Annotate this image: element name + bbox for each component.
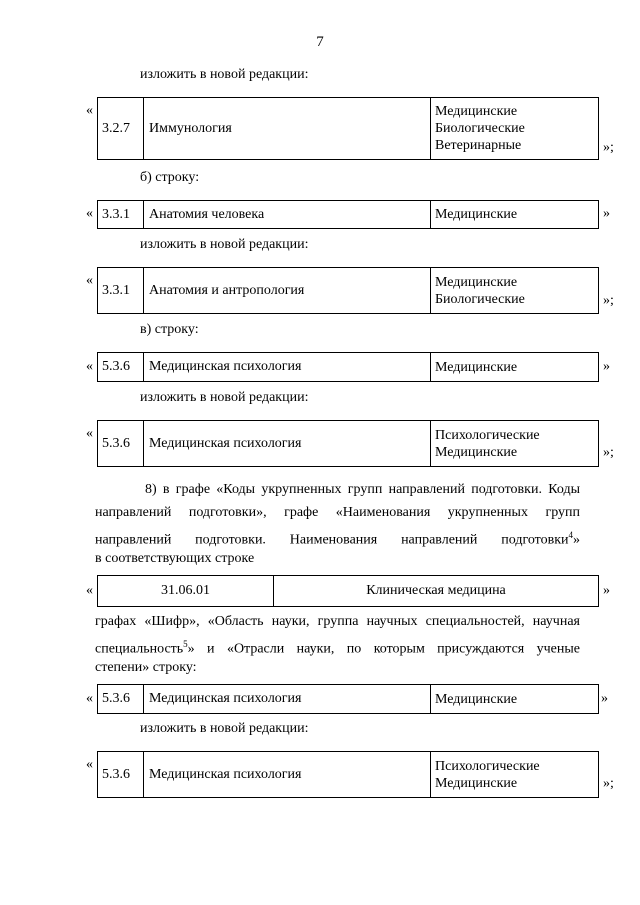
field: Медицинские <box>435 775 518 791</box>
paragraph-line: графах «Шифр», «Область науки, группа научных специальностей, научная <box>95 614 580 629</box>
paragraph-text: » и «Отрасли науки, по которым присуждаются ученые <box>187 641 580 657</box>
table-row-3-3-1-new <box>97 267 599 314</box>
field: Медицинские <box>435 444 518 460</box>
field: Биологические <box>435 121 525 136</box>
field: Психологические <box>435 758 540 774</box>
field: Психологические <box>435 427 540 443</box>
table-code: 5.3.6 <box>98 752 144 797</box>
field: Ветеринарные <box>435 138 522 153</box>
field: Биологические <box>435 291 525 307</box>
close-quote: »; <box>603 140 614 155</box>
table-row-5-3-6-new <box>97 751 599 798</box>
table-name: Анатомия и антропология <box>144 268 431 313</box>
table-name: Медицинская психология <box>144 752 431 797</box>
page-number: 7 <box>316 34 324 50</box>
paragraph-line-composite <box>95 524 580 547</box>
paragraph-text: направлений подготовки. Наименования направлений подготовки <box>95 532 569 548</box>
table-fields <box>431 421 598 466</box>
table-fields <box>431 685 598 713</box>
close-quote: »; <box>603 445 614 460</box>
table-name: Медицинская психология <box>144 353 431 381</box>
open-quote: « <box>86 426 93 441</box>
field: Медицинские <box>435 274 518 290</box>
instruction-new-edition: изложить в новой редакции: <box>140 67 309 82</box>
close-quote: »; <box>603 776 614 791</box>
paragraph-line: степени» строку: <box>95 660 197 675</box>
open-quote: « <box>86 103 93 118</box>
table-name: Медицинская психология <box>144 421 431 466</box>
field: Медицинские <box>435 691 518 707</box>
open-quote: « <box>86 359 93 374</box>
table-code: 5.3.6 <box>98 421 144 466</box>
table-code: 31.06.01 <box>98 576 274 606</box>
open-quote: « <box>86 206 93 221</box>
instruction-row-v: в) строку: <box>140 322 199 337</box>
paragraph-line: 8) в графе «Коды укрупненных групп направлений подготовки. Коды <box>145 482 580 497</box>
paragraph-text: специальность <box>95 641 184 657</box>
instruction-row-b: б) строку: <box>140 170 200 185</box>
open-quote: « <box>86 273 93 288</box>
table-fields <box>431 752 598 797</box>
table-name: Анатомия человека <box>144 201 431 228</box>
open-quote: « <box>86 757 93 772</box>
instruction-new-edition: изложить в новой редакции: <box>140 390 309 405</box>
close-quote: » <box>603 359 610 374</box>
table-row-31-06-01 <box>97 575 599 607</box>
paragraph-line-composite <box>95 633 580 656</box>
footnote-ref: 5 <box>183 639 188 649</box>
instruction-new-edition: изложить в новой редакции: <box>140 721 309 736</box>
table-row-3-2-7 <box>97 97 599 160</box>
table-code: 3.3.1 <box>98 268 144 313</box>
paragraph-8 <box>95 478 580 570</box>
table-name: Медицинская психология <box>144 685 431 713</box>
paragraph-text: » <box>573 532 580 548</box>
field: Медицинские <box>435 207 518 222</box>
close-quote: » <box>603 206 610 221</box>
paragraph-line: направлений подготовки», графе «Наименования укрупненных групп <box>95 505 580 520</box>
paragraph-line: в соответствующих строке <box>95 551 255 566</box>
table-row-3-3-1-old <box>97 200 599 229</box>
table-code: 5.3.6 <box>98 353 144 381</box>
table-code: 3.2.7 <box>98 98 144 159</box>
field: Медицинские <box>435 104 518 119</box>
close-quote: » <box>603 583 610 598</box>
table-fields <box>431 201 598 228</box>
table-name: Иммунология <box>144 98 431 159</box>
table-fields <box>431 353 598 381</box>
footnote-ref: 4 <box>568 530 573 540</box>
open-quote: « <box>86 691 93 706</box>
table-name: Клиническая медицина <box>366 583 506 598</box>
table-row-5-3-6-new <box>97 420 599 467</box>
instruction-new-edition: изложить в новой редакции: <box>140 237 309 252</box>
table-row-5-3-6-old <box>97 352 599 382</box>
field: Медицинские <box>435 359 518 375</box>
table-fields <box>431 268 598 313</box>
table-row-5-3-6-old <box>97 684 599 714</box>
close-quote: »; <box>603 293 614 308</box>
table-code: 3.3.1 <box>98 201 144 228</box>
table-fields <box>431 98 598 159</box>
table-code: 5.3.6 <box>98 685 144 713</box>
open-quote: « <box>86 583 93 598</box>
close-quote: » <box>601 691 608 706</box>
paragraph-9 <box>95 610 580 679</box>
